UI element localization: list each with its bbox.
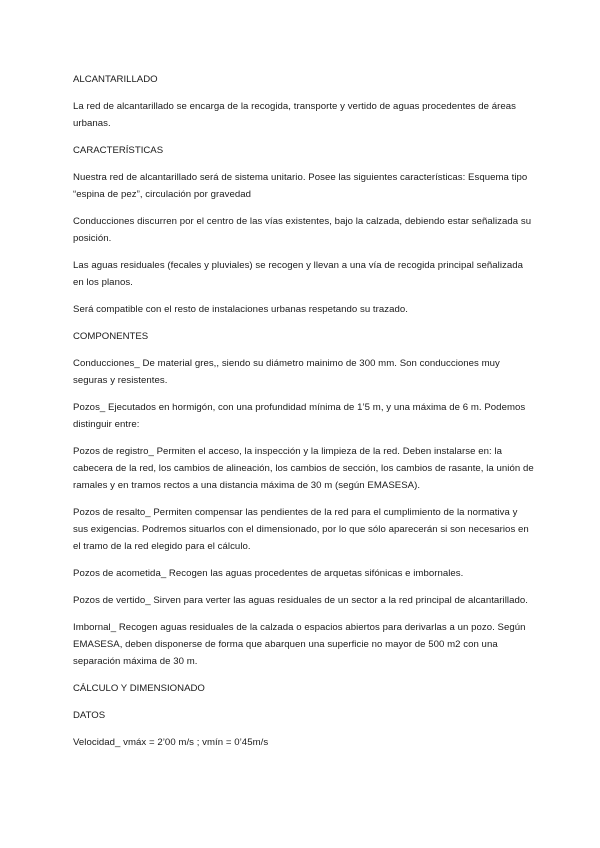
paragraph-pozos-resalto: Pozos de resalto_ Permiten compensar las pendientes de la red para el cumplimiento de la normativa y sus exigencias. Podremos situarlos con el dimensionado, por lo que sólo aparecerán si son necesarios en el tramo de la red elegido para el cálculo. <box>73 507 529 552</box>
paragraph-intro: La red de alcantarillado se encarga de la recogida, transporte y vertido de aguas procedentes de áreas urbanas. <box>73 101 516 129</box>
section-heading-alcantarillado: ALCANTARILLADO <box>73 74 158 85</box>
paragraph-conducciones-centro: Conducciones discurren por el centro de las vías existentes, bajo la calzada, debiendo estar señalizada su posición. <box>73 216 532 244</box>
section-heading-calculo: CÁLCULO Y DIMENSIONADO <box>73 683 205 694</box>
paragraph-imbornal: Imbornal_ Recogen aguas residuales de la calzada o espacios abiertos para derivarlas a un pozo. Según EMASESA, deben disponerse de forma que abarquen una superficie no mayor de 500 m2 con una separación máxima de 30 m. <box>73 622 526 667</box>
section-heading-componentes: COMPONENTES <box>73 331 149 342</box>
paragraph-velocidad: Velocidad_ vmáx = 2’00 m/s ; vmín = 0’45m/s <box>73 737 269 748</box>
paragraph-pozos: Pozos_ Ejecutados en hormigón, con una profundidad mínima de 1’5 m, y una máxima de 6 m. Podemos distinguir entre: <box>73 402 526 430</box>
paragraph-aguas-residuales: Las aguas residuales (fecales y pluviales) se recogen y llevan a una vía de recogida principal señalizada en los planos. <box>73 260 524 288</box>
paragraph-pozos-acometida: Pozos de acometida_ Recogen las aguas procedentes de arquetas sifónicas e imbornales. <box>73 568 464 579</box>
paragraph-pozos-vertido: Pozos de vertido_ Sirven para verter las aguas residuales de un sector a la red principal de alcantarillado. <box>73 595 528 606</box>
document-body <box>73 71 535 761</box>
section-heading-datos: DATOS <box>73 710 106 721</box>
paragraph-sistema-unitario: Nuestra red de alcantarillado será de sistema unitario. Posee las siguientes características: Esquema tipo “espina de pez”, circulación por gravedad <box>73 172 528 200</box>
paragraph-compatible: Será compatible con el resto de instalaciones urbanas respetando su trazado. <box>73 304 408 315</box>
paragraph-pozos-registro: Pozos de registro_ Permiten el acceso, la inspección y la limpieza de la red. Deben instalarse en: la cabecera de la red, los cambios de alineación, los cambios de sección, los cambios de rasante, la unión de ramales y en tramos rectos a una distancia máxima de 30 m (según EMASESA). <box>73 446 534 491</box>
section-heading-caracteristicas: CARACTERÍSTICAS <box>73 145 164 156</box>
paragraph-conducciones-gres: Conducciones_ De material gres,, siendo su diámetro mainimo de 300 mm. Son conducciones muy seguras y resistentes. <box>73 358 500 386</box>
